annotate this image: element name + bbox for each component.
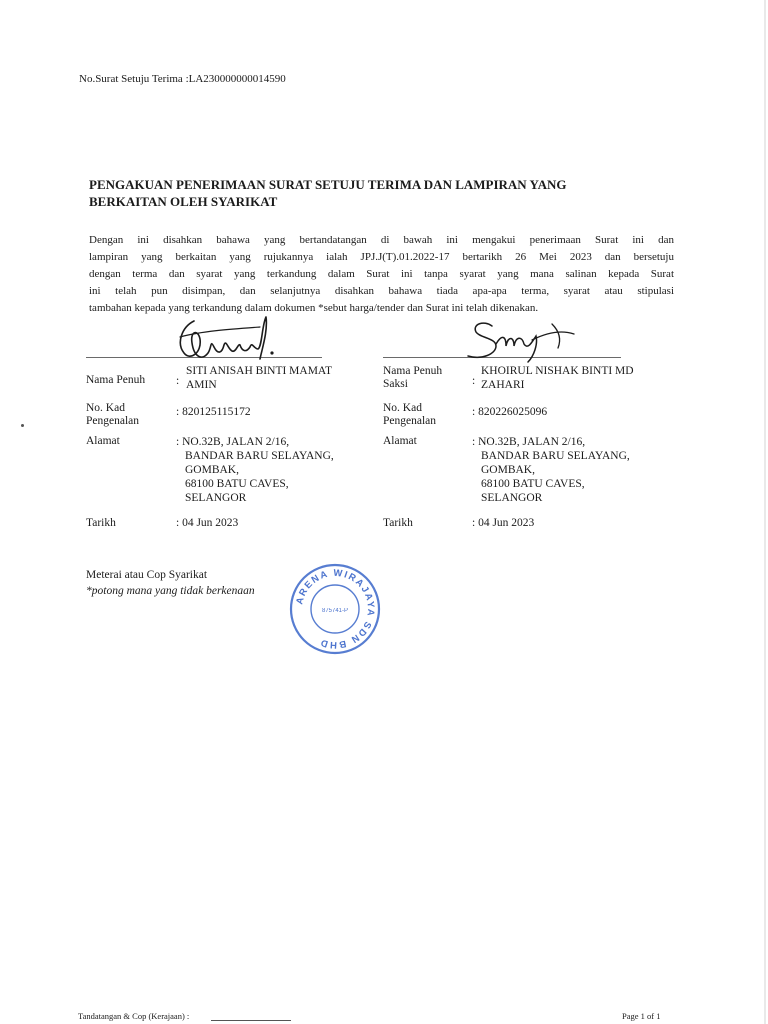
name-line: KHOIRUL NISHAK BINTI MD [481,365,634,377]
right-ic-number: : 820226025096 [472,406,548,418]
ic-label-line: No. Kad [383,402,422,414]
right-date: : 04 Jun 2023 [472,517,535,529]
body-line: ini telah pun disimpan, dan selanjutnya disahkan bahawa tiada apa-apa terma, syarat atau stipulasi [89,285,674,297]
page-edge [764,0,766,1024]
left-name-colon: : [176,375,180,387]
stamp-number: 875741-P [321,608,349,614]
ic-label-line: Pengenalan [383,415,437,427]
right-signature [462,314,582,366]
address-line: SELANGOR [481,492,543,504]
body-paragraph [89,232,674,317]
body-line: dengan terma dan syarat yang terkandung dalam Surat ini tanpa syarat yang mana salinan kepada Surat [89,268,674,280]
left-name-label: Nama Penuh [86,374,146,386]
address-line: 68100 BATU CAVES, [185,478,289,490]
left-ic-number: : 820125115172 [176,406,251,418]
footer-signature-label: Tandatangan & Cop (Kerajaan) : [78,1011,190,1021]
address-line: : NO.32B, JALAN 2/16, [472,436,586,448]
name-line: AMIN [186,378,217,391]
title-line: BERKAITAN OLEH SYARIKAT [89,194,278,209]
body-line: lampiran yang berkaitan yang rujukannya ialah JPJ.J(T).01.2022-17 bertarikh 26 Mei 2023 dan bersetuju [89,251,674,263]
address-line: : NO.32B, JALAN 2/16, [176,436,290,448]
name-line: ZAHARI [481,378,525,391]
right-name-colon: : [472,375,476,387]
left-date-label: Tarikh [86,517,116,529]
page-number: Page 1 of 1 [622,1011,661,1021]
seal-caption: Meterai atau Cop Syarikat [86,569,208,581]
ic-label-line: Pengenalan [86,415,140,427]
address-line: 68100 BATU CAVES, [481,478,585,490]
body-line: Dengan ini disahkan bahawa yang bertandatangan di bawah ini mengakui penerimaan Surat ini dan [89,234,674,246]
right-name-label [383,365,442,391]
left-ic-label [86,402,139,428]
reference-number: No.Surat Setuju Terima :LA230000000014590 [79,73,286,85]
address-line: GOMBAK, [185,464,239,476]
title-line: PENGAKUAN PENERIMAAN SURAT SETUJU TERIMA DAN LAMPIRAN YANG [89,177,567,192]
document-title [89,176,689,210]
seal-note: *potong mana yang tidak berkenaan [86,585,255,597]
body-line: tambahan kepada yang terkandung dalam dokumen *sebut harga/tender dan Surat ini telah dikenakan. [89,302,539,314]
left-address-label: Alamat [86,435,120,447]
right-date-label: Tarikh [383,517,413,529]
name-line: SITI ANISAH BINTI MAMAT [186,365,332,377]
address-line: SELANGOR [185,492,247,504]
left-signature [172,309,284,369]
name-label-line: Saksi [383,378,408,390]
company-stamp [288,562,382,656]
right-ic-label [383,402,436,428]
left-date: : 04 Jun 2023 [176,517,239,529]
name-label-line: Nama Penuh [383,365,443,377]
ic-label-line: No. Kad [86,402,125,414]
left-full-name [186,365,332,392]
address-line: BANDAR BARU SELAYANG, [185,450,334,462]
stamp-ring-text: ARENA WIRAJAYA SDN BHD [294,567,377,651]
address-line: BANDAR BARU SELAYANG, [481,450,630,462]
right-address-label: Alamat [383,435,417,447]
left-address [176,435,334,505]
right-address [472,435,630,505]
footer-signature-line [211,1020,291,1021]
right-full-name [481,365,634,392]
scan-speck [21,424,24,427]
address-line: GOMBAK, [481,464,535,476]
